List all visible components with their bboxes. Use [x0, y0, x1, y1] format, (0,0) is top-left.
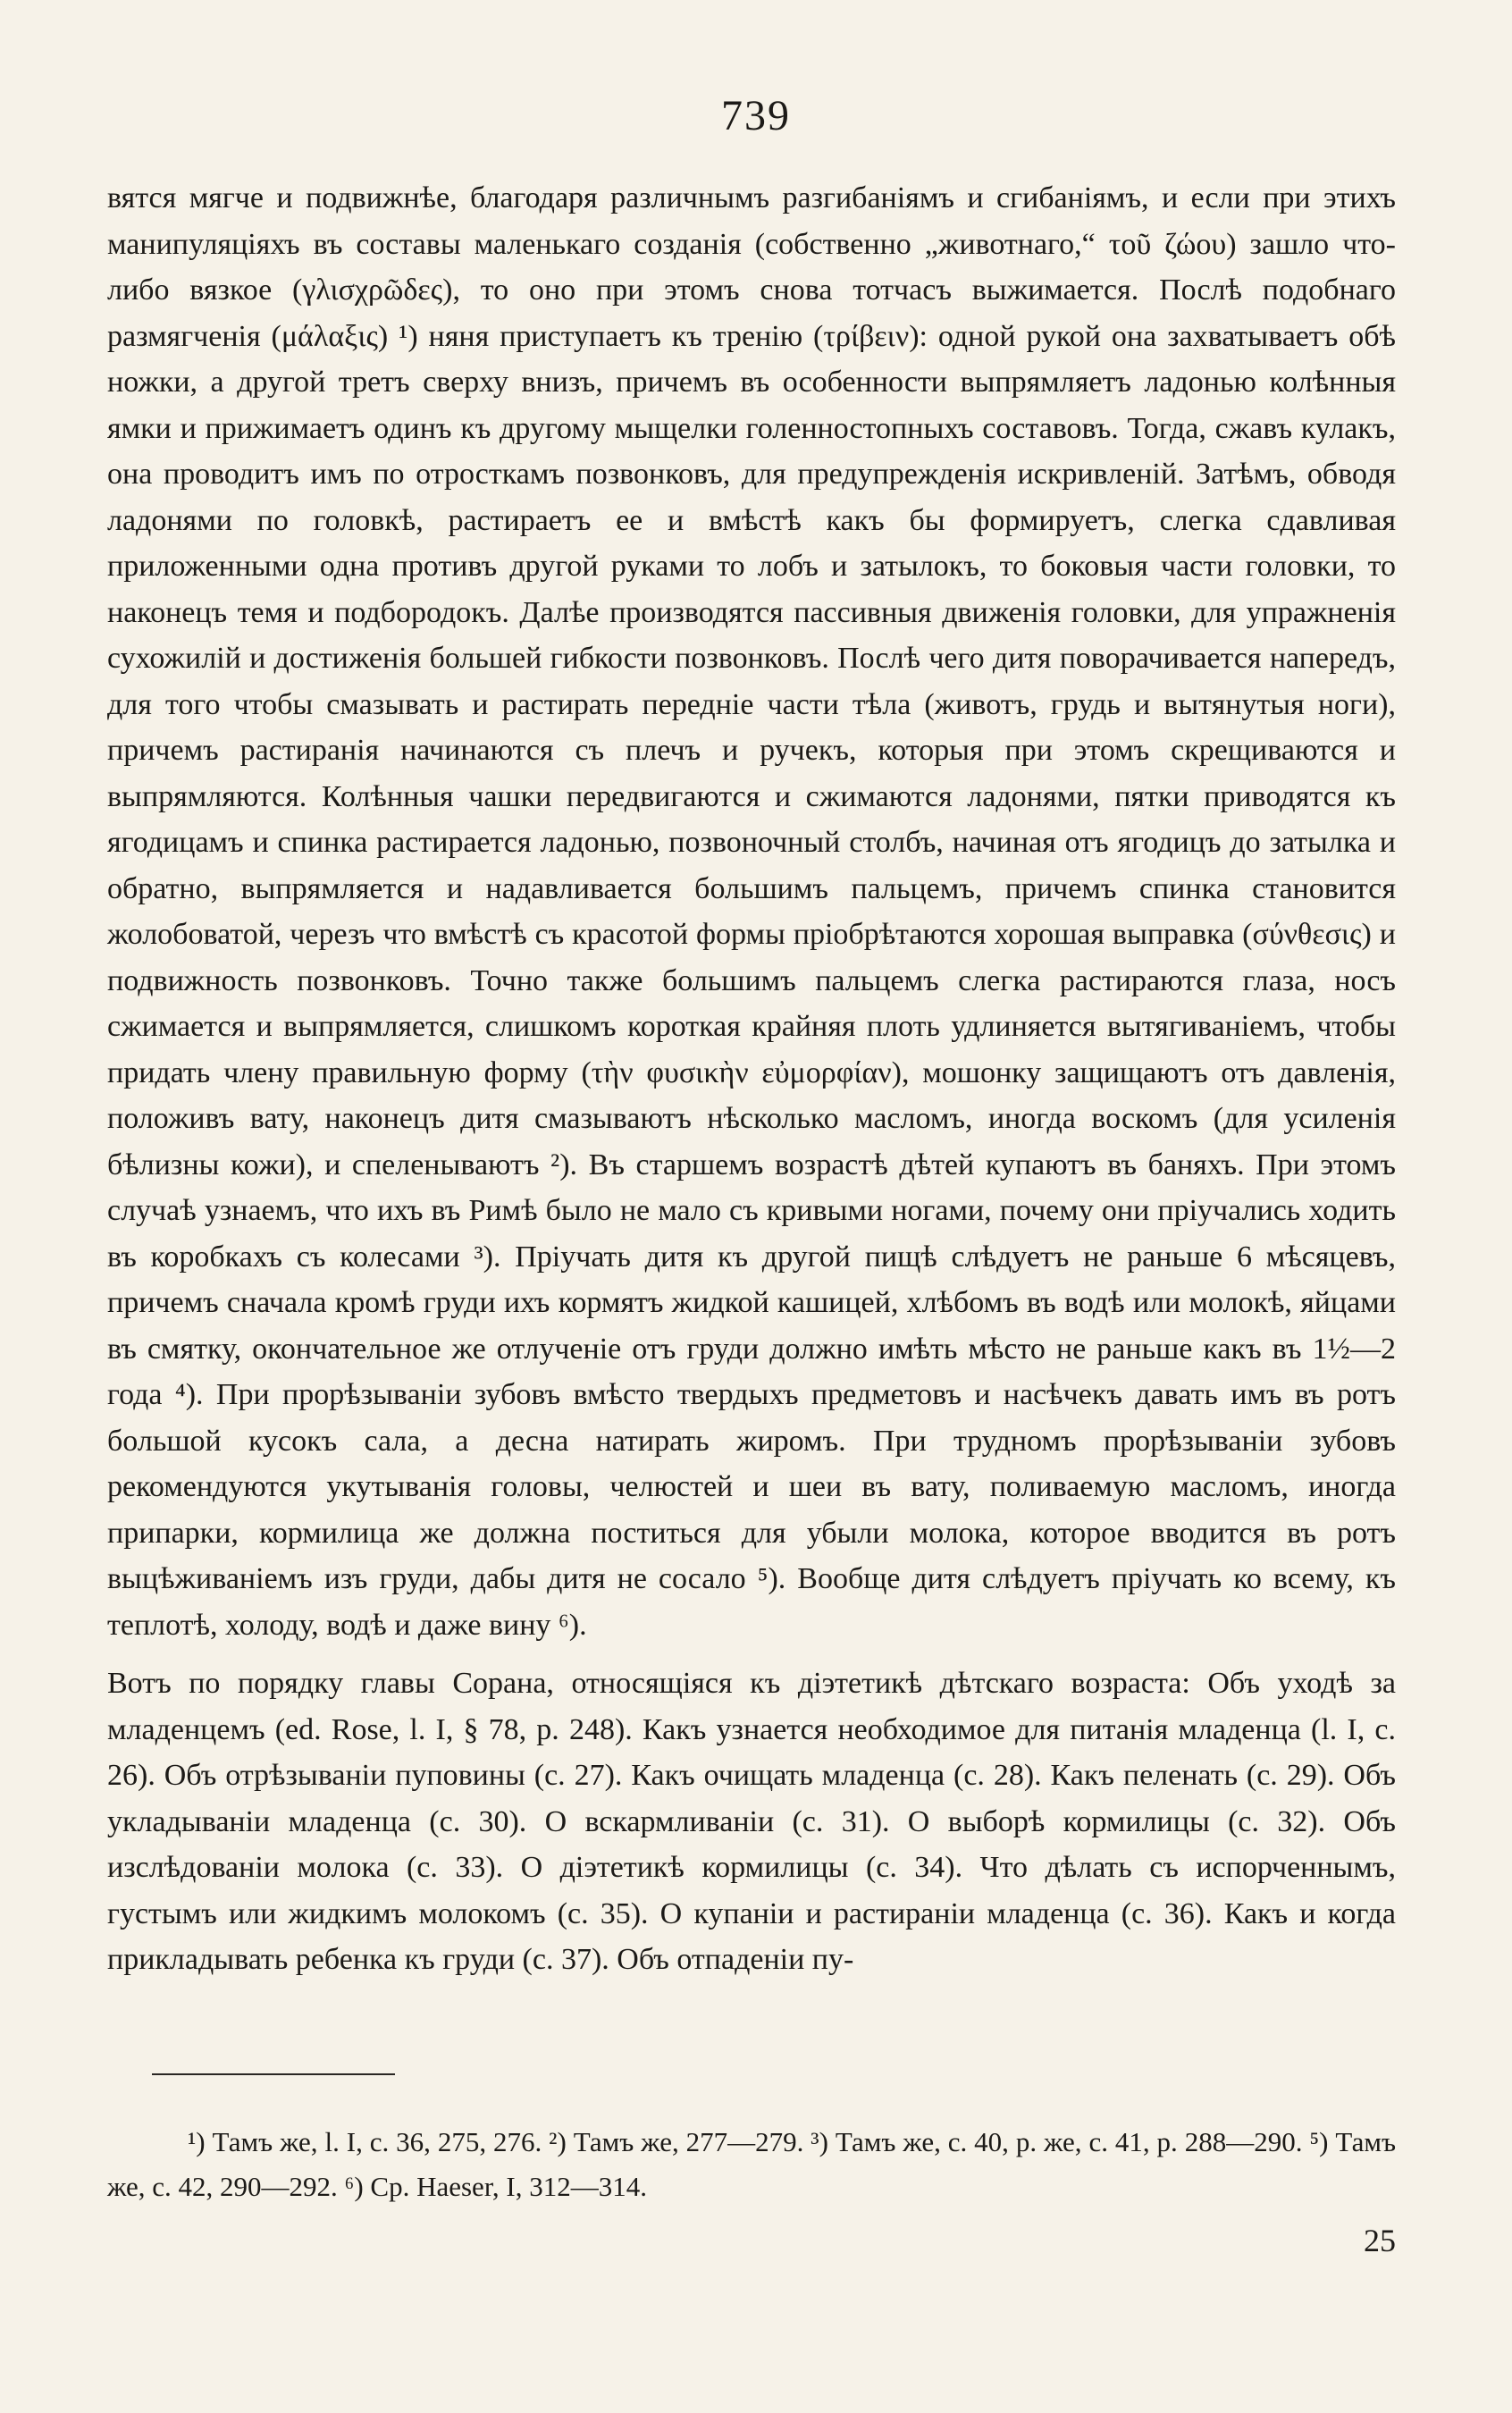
paragraph: Вотъ по порядку главы Сорана, относящіяся къ діэтетикѣ дѣтскаго возраста: Объ уходѣ за младенцемъ (ed. Rose, l. I, § 78, p. 248). Какъ узнается необходимое для питанія младенца (l. I, c. 26). Объ отрѣзываніи пуповины (c. 27). Какъ очищать младенца (c. 28). Какъ пеленать (c. 29). Объ укладываніи младенца (c. 30). О вскармливаніи (c. 31). О выборѣ кормилицы (c. 32). Объ изслѣдованіи молока (c. 33). О діэтетикѣ кормилицы (c. 34). Что дѣлать съ испорченнымъ, густымъ или жидкимъ молокомъ (c. 35). О купаніи и растираніи младенца (c. 36). Какъ и когда прикладывать ребенка къ груди (c. 37). Объ отпаденіи пу-: [107, 1667, 1396, 1976]
page-number: 739: [721, 92, 791, 139]
footnote-text: ¹) Тамъ же, l. I, c. 36, 275, 276. ²) Тамъ же, 277—279. ³) Тамъ же, c. 40, p. же, c. 41, p. 288—290. ⁵) Тамъ же, c. 42, 290—292. ⁶) Ср. Haeser, I, 312—314.: [107, 2126, 1396, 2202]
footnote-divider: [152, 2073, 395, 2075]
paragraph: вятся мягче и подвижнѣе, благодаря различнымъ разгибаніямъ и сгибаніямъ, и если при этихъ манипуляціяхъ въ составы маленькаго созданія (собственно „животнаго,“ τοῦ ζώου) зашло что-либо вязкое (γλισχρῶδες), то оно при этомъ снова тотчасъ выжимается. Послѣ подобнаго размягченія (μάλαξις) ¹) няня приступаетъ къ тренію (τρίβειν): одной рукой она захватываетъ обѣ ножки, а другой третъ сверху внизъ, причемъ въ особенности выпрямляетъ ладонью колѣнныя ямки и прижимаетъ одинъ къ другому мыщелки голенностопныхъ составовъ. Тогда, сжавъ кулакъ, она проводитъ имъ по отросткамъ позвонковъ, для предупрежденія искривленій. Затѣмъ, обводя ладонями по головкѣ, растираетъ ее и вмѣстѣ какъ бы формируетъ, слегка сдавливая приложенными одна противъ другой руками то лобъ и затылокъ, то боковыя части головки, то наконецъ темя и подбородокъ. Далѣе производятся пассивныя движенія головки, для упражненія сухожилій и достиженія большей гибкости позвонковъ. Послѣ чего дитя поворачивается напередъ, для того чтобы смазывать и растирать передніе части тѣла (животъ, грудь и вытянутыя ноги), причемъ растиранія начинаются съ плечъ и ручекъ, которыя при этомъ скрещиваются и выпрямляются. Колѣнныя чашки передвигаются и сжимаются ладонями, пятки приводятся къ ягодицамъ и спинка растирается ладонью, позвоночный столбъ, начиная отъ ягодицъ до затылка и обратно, выпрямляется и надавливается большимъ пальцемъ, причемъ спинка становится жолобоватой, черезъ что вмѣстѣ съ красотой формы пріобрѣтаются хорошая выправка (σύνθεσις) и подвижность позвонковъ. Точно также большимъ пальцемъ слегка растираются глаза, носъ сжимается и выпрямляется, слишкомъ короткая крайняя плоть удлиняется вытягиваніемъ, чтобы придать члену правильную форму (τὴν φυσικὴν εὐμορφίαν), мошонку защищаютъ отъ давленія, положивъ вату, наконецъ дитя смазываютъ нѣсколько масломъ, иногда воскомъ (для усиленія бѣлизны кожи), и спеленываютъ ²). Въ старшемъ возрастѣ дѣтей купаютъ въ баняхъ. При этомъ случаѣ узнаемъ, что ихъ въ Римѣ было не мало съ кривыми ногами, почему они пріучались ходить въ коробкахъ съ колесами ³). Пріучать дитя къ другой пищѣ слѣдуетъ не раньше 6 мѣсяцевъ, причемъ сначала кромѣ груди ихъ кормятъ жидкой кашицей, хлѣбомъ въ водѣ или молокѣ, яйцами въ смятку, окончательное же отлученіе отъ груди должно имѣть мѣсто не раньше какъ въ 1½—2 года ⁴). При прорѣзываніи зубовъ вмѣсто твердыхъ предметовъ и насѣчекъ давать имъ въ ротъ большой кусокъ сала, а десна натирать жиромъ. При трудномъ прорѣзываніи зубовъ рекомендуются укутыванія головы, челюстей и шеи въ вату, поливаемую масломъ, иногда припарки, кормилица же должна поститься для убыли молока, которое вводится въ ротъ выцѣживаніемъ изъ груди, дабы дитя не сосало ⁵). Вообще дитя слѣдуетъ пріучать ко всему, къ теплотѣ, холоду, водѣ и даже вину ⁶).: [107, 181, 1396, 1642]
signature-mark: 25: [1364, 2223, 1396, 2258]
main-text: [107, 175, 1396, 1983]
footnotes: [107, 2120, 1396, 2209]
